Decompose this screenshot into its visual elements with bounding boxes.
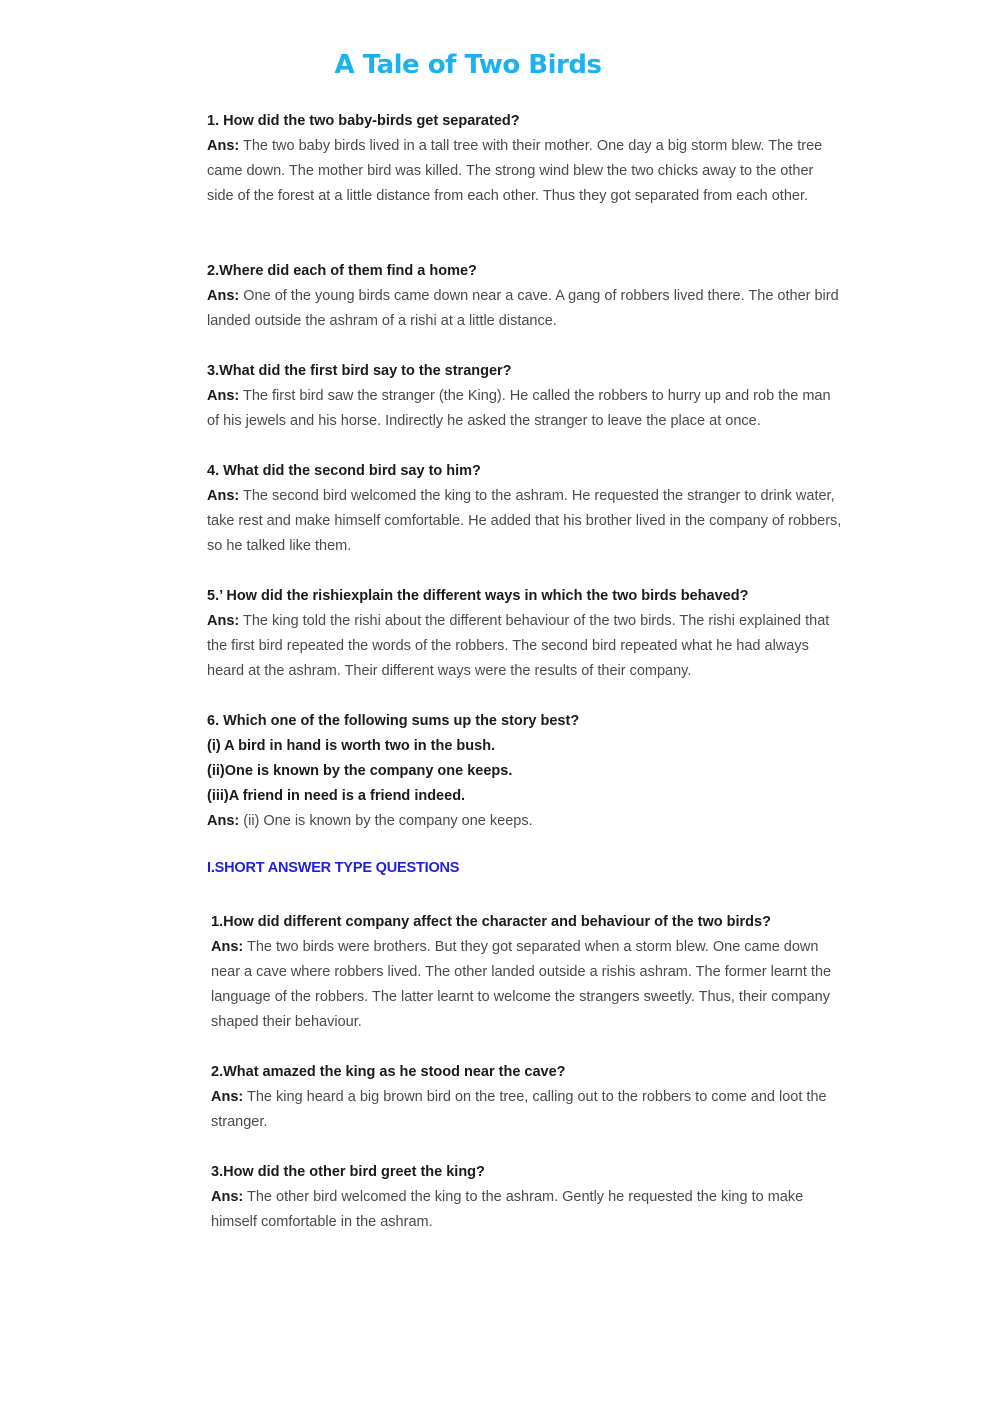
qa-block xyxy=(207,584,843,684)
qa-block xyxy=(211,1160,847,1235)
question-text: 2.What amazed the king as he stood near the cave? xyxy=(211,1064,566,1080)
question-text: 1.How did different company affect the character and behaviour of the two birds? xyxy=(211,914,771,930)
answer-paragraph xyxy=(207,384,843,434)
answer-label: Ans: xyxy=(211,1189,244,1205)
answer-paragraph xyxy=(207,134,843,209)
qa-block xyxy=(207,709,843,834)
answer-label: Ans: xyxy=(207,488,240,504)
answer-label: Ans: xyxy=(211,1089,244,1105)
answer-label: Ans: xyxy=(207,288,240,304)
answer-text: The first bird saw the stranger (the King). He called the robbers to hurry up and rob the man of his jewels and his horse. Indirectly he asked the stranger to leave the place at once. xyxy=(207,388,831,429)
qa-block xyxy=(211,910,847,1035)
question-text: 4. What did the second bird say to him? xyxy=(207,463,481,479)
answer-paragraph xyxy=(211,935,847,1035)
option-item: (ii)One is known by the company one keeps. xyxy=(207,763,513,779)
answer-label: Ans: xyxy=(211,939,244,955)
answer-label: Ans: xyxy=(207,613,240,629)
answer-paragraph xyxy=(211,1185,847,1235)
answer-text: The two baby birds lived in a tall tree with their mother. One day a big storm blew. The tree came down. The mother bird was killed. The strong wind blew the two chicks away to the other side of the forest at a little distance from each other. Thus they got separated from each other. xyxy=(207,138,823,204)
answer-text: The two birds were brothers. But they got separated when a storm blew. One came down near a cave where robbers lived. The other landed outside a rishis ashram. The former learnt the language of the robbers. The latter learnt to welcome the strangers sweetly. Thus, their company shaped their behaviour. xyxy=(211,939,832,1030)
option-item: (i) A bird in hand is worth two in the bush. xyxy=(207,738,496,754)
answer-text: The other bird welcomed the king to the ashram. Gently he requested the king to make himself comfortable in the ashram. xyxy=(211,1189,804,1230)
qa-block xyxy=(207,359,843,434)
qa-block xyxy=(207,109,843,209)
answer-text: The second bird welcomed the king to the ashram. He requested the stranger to drink water, take rest and make himself comfortable. He added that his brother lived in the company of robbers, so he talked like them. xyxy=(207,488,842,554)
option-item: (iii)A friend in need is a friend indeed. xyxy=(207,788,466,804)
section-heading: I.SHORT ANSWER TYPE QUESTIONS xyxy=(207,860,460,876)
answer-text: The king heard a big brown bird on the tree, calling out to the robbers to come and loot the stranger. xyxy=(211,1089,827,1130)
answer-paragraph xyxy=(207,609,843,684)
answer-paragraph xyxy=(207,484,843,559)
answer-text: (ii) One is known by the company one keeps. xyxy=(243,813,533,829)
qa-block xyxy=(207,259,843,334)
question-text: 1. How did the two baby-birds get separated? xyxy=(207,113,520,129)
answer-paragraph xyxy=(207,809,843,834)
answer-label: Ans: xyxy=(207,138,240,154)
answer-text: The king told the rishi about the different behaviour of the two birds. The rishi explained that the first bird repeated the words of the robbers. The second bird repeated what he had always heard at the ashram. Their different ways were the results of their company. xyxy=(207,613,830,679)
qa-block xyxy=(211,1060,847,1135)
question-text: 5.’ How did the rishiexplain the different ways in which the two birds behaved? xyxy=(207,588,749,604)
page-title: A Tale of Two Birds xyxy=(334,50,602,80)
answer-label: Ans: xyxy=(207,388,240,404)
answer-paragraph xyxy=(207,284,843,334)
answer-label: Ans: xyxy=(207,813,240,829)
question-text: 3.What did the first bird say to the stranger? xyxy=(207,363,512,379)
qa-block xyxy=(207,459,843,559)
answer-text: One of the young birds came down near a cave. A gang of robbers lived there. The other bird landed outside the ashram of a rishi at a little distance. xyxy=(207,288,839,329)
answer-paragraph xyxy=(211,1085,847,1135)
question-text: 2.Where did each of them find a home? xyxy=(207,263,477,279)
question-text: 6. Which one of the following sums up the story best? xyxy=(207,713,580,729)
question-text: 3.How did the other bird greet the king? xyxy=(211,1164,485,1180)
